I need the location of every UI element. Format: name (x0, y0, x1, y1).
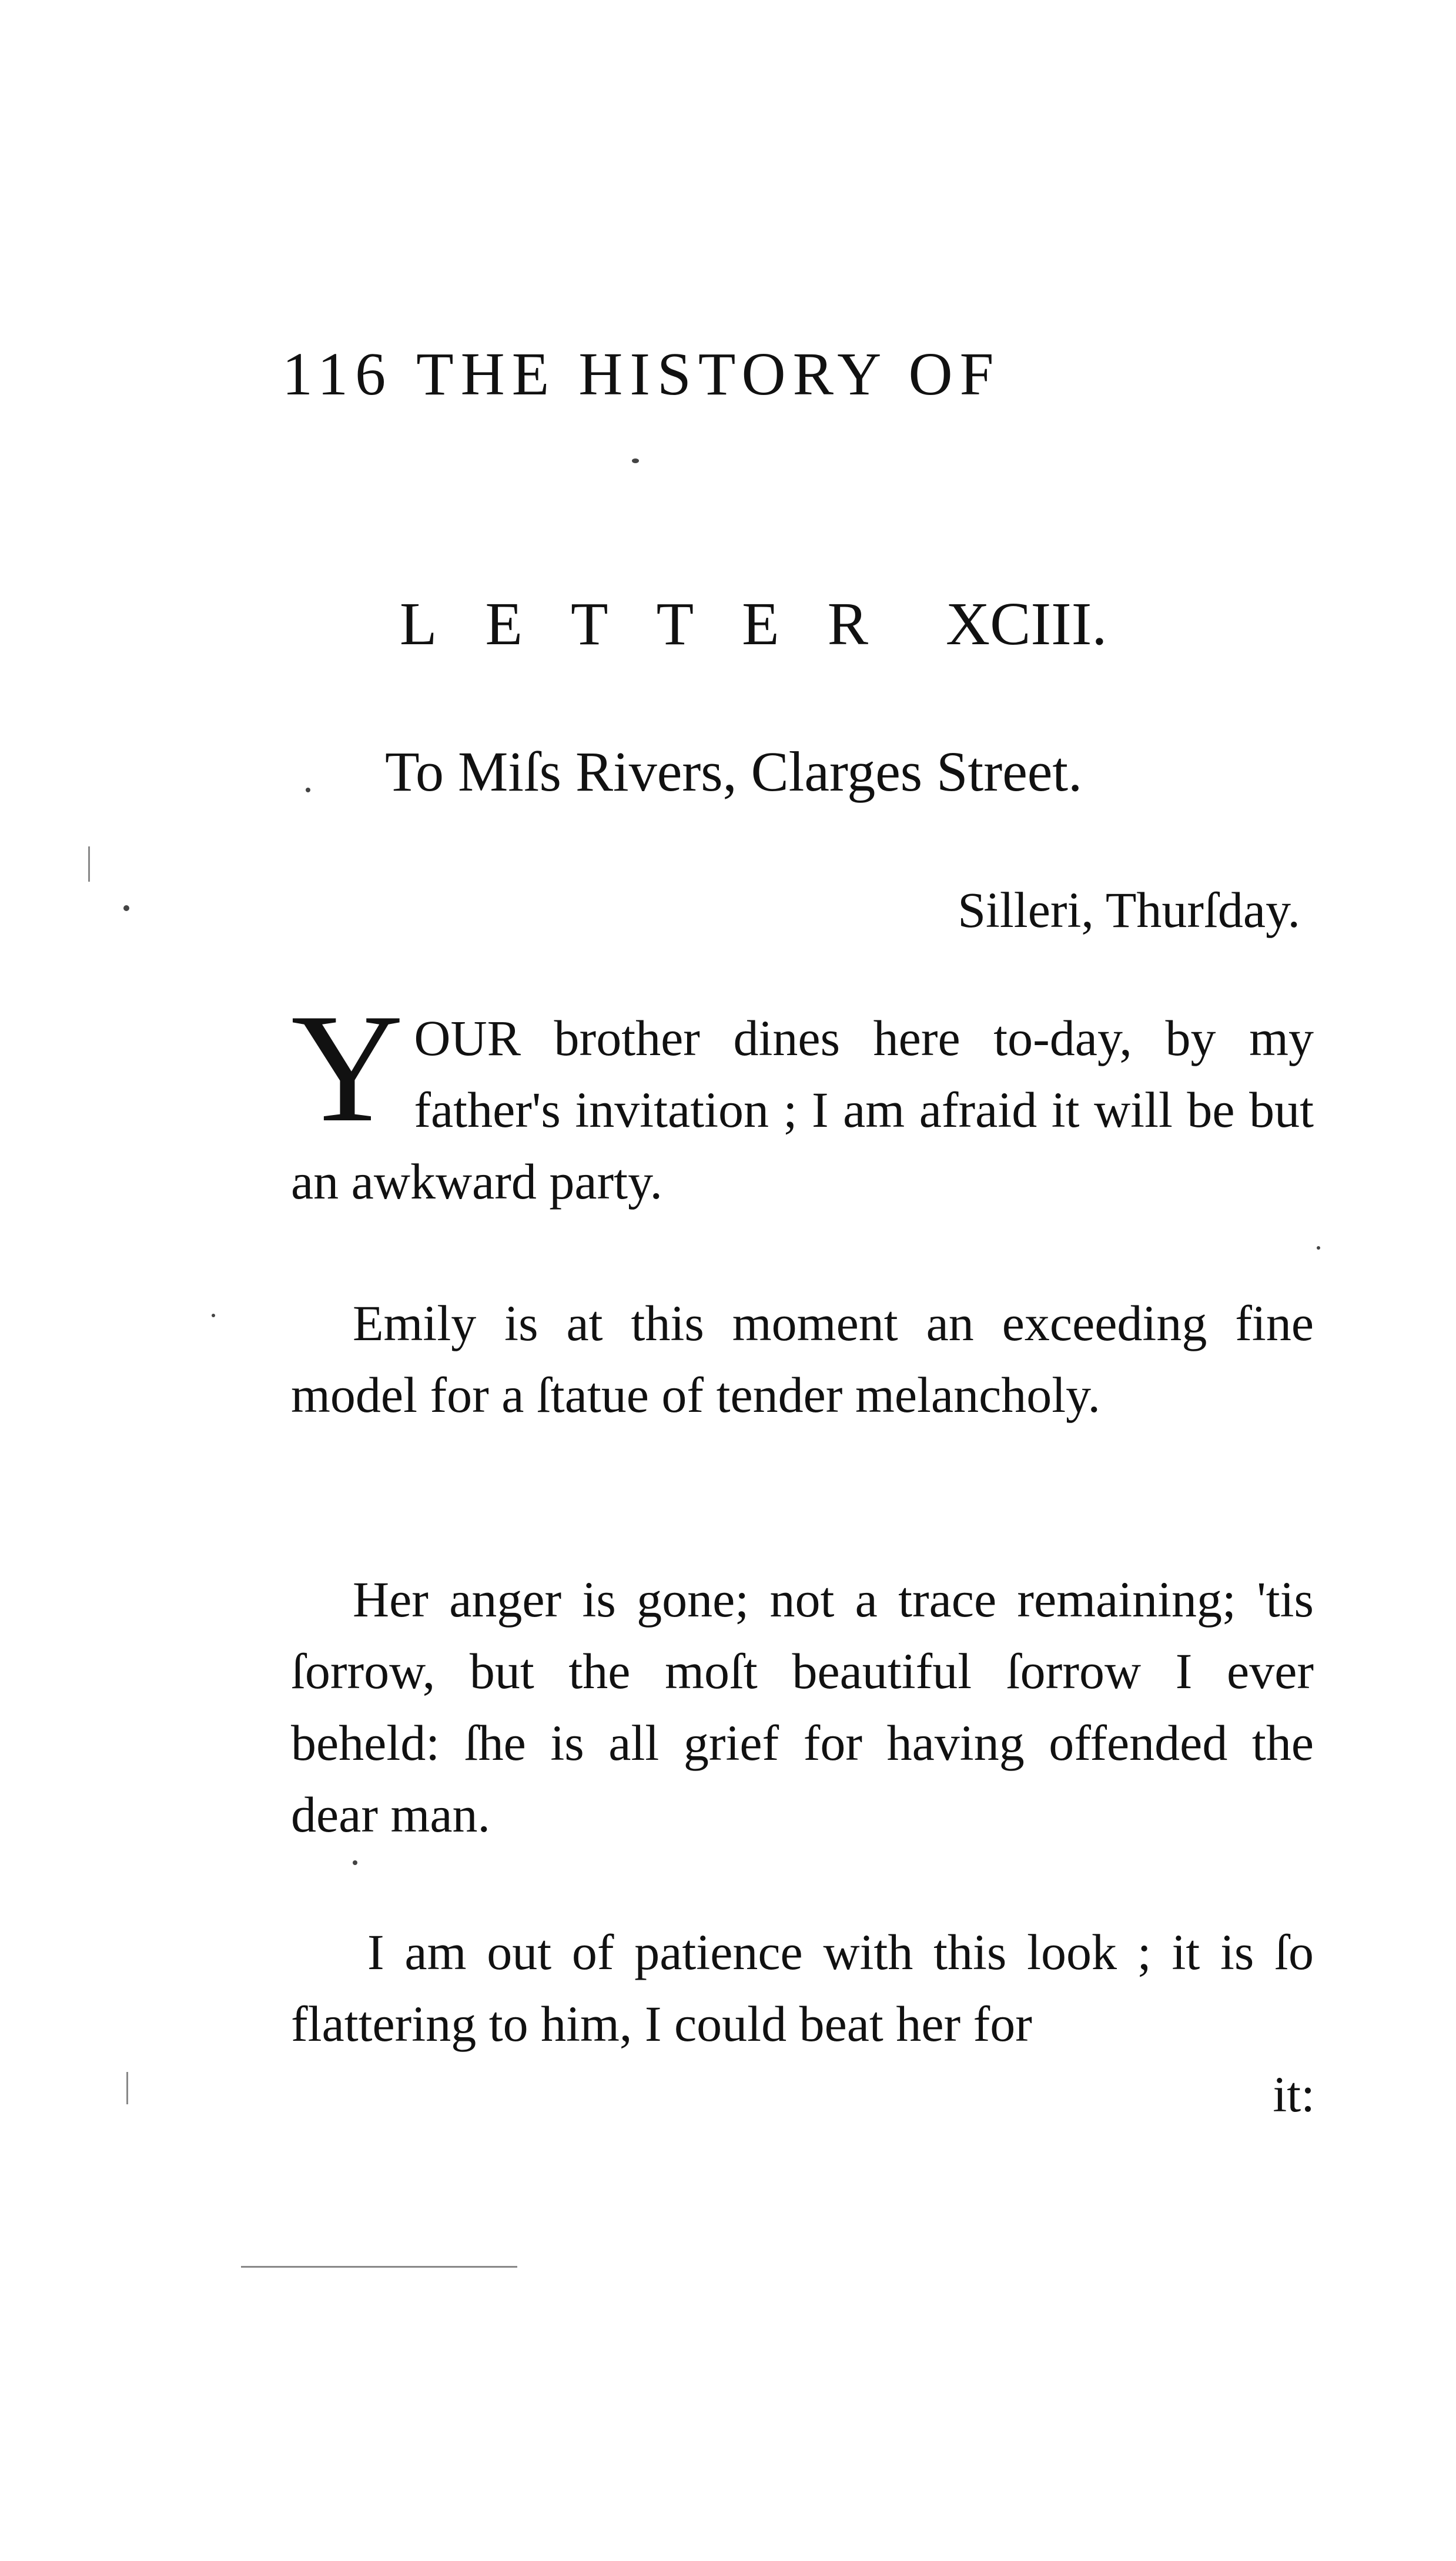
dateline: Silleri, Thurſday. (958, 882, 1300, 938)
paragraph-4 (291, 1916, 1314, 2060)
paragraph-2-text: Emily is at this moment an exceeding fine model for a ſtatue of tender melancholy. (291, 1295, 1314, 1423)
scan-artifact-line (126, 2072, 128, 2104)
scan-artifact-line (88, 846, 90, 882)
paragraph-3-text: Her anger is gone; not a trace remaining; 'tis ſorrow, but the moſt beautiful ſorrow I ever beheld: ſhe is all grief for having offended the dear man. (291, 1571, 1314, 1843)
letter-word: LETTER (400, 590, 917, 658)
drop-cap: Y (291, 982, 404, 1154)
letter-numeral: XCIII. (946, 590, 1107, 658)
print-speck (1317, 1246, 1320, 1250)
page-number: 116 (282, 340, 393, 408)
paragraph-1-text: OUR brother dines here to-day, by my father's invitation ; I am afraid it will be but an awkward party. (291, 1010, 1314, 1210)
print-speck (123, 905, 129, 911)
print-speck (306, 788, 310, 792)
scan-artifact-line (241, 2266, 517, 2268)
running-head (282, 340, 1001, 408)
addressee-line: To Miſs Rivers, Clarges Street. (385, 740, 1083, 803)
paragraph-3 (291, 1564, 1314, 1850)
print-speck (212, 1314, 215, 1317)
print-speck (353, 1860, 357, 1865)
letter-heading (400, 590, 1107, 658)
catchword: it: (1273, 2066, 1315, 2123)
paragraph-4-text: I am out of patience with this look ; it is ſo flattering to him, I could beat her for (291, 1924, 1314, 2052)
paragraph-1 (291, 982, 1314, 1217)
print-speck (632, 458, 639, 463)
paragraph-2 (291, 1287, 1314, 1431)
running-title: THE HISTORY OF (416, 340, 1001, 408)
